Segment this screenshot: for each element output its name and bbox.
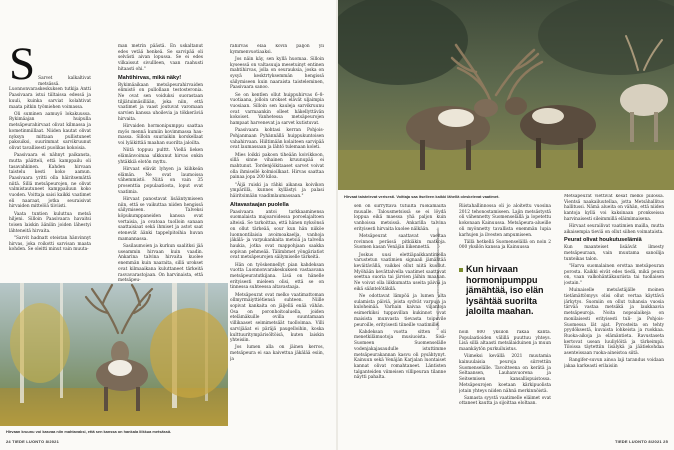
left-photo-caption: Hirvaan kruunu voi kasvaa niin mahtavaksi, että sen kanssa on hankala liikkua metsässä.: [6, 429, 172, 434]
right-column-1: [354, 204, 446, 424]
paragraph: Paasivaara kohtasi kerran Pohjois-Pohjanmaan Pyhännällä huippukuntoisen vahahirvaan. Hiiltimään kolaiteen sarvipää ovat laumassaan ja lähtö tulemaan koleti.: [230, 128, 324, 151]
reindeer-forest-illustration: [0, 283, 228, 426]
paragraph: Sarvet kalkaltivat metsässä. Luonnonvaraskeskuksen tutkija Antti Paasivaara istui tiiltaissa edessä ja kuuli, kuinka sarviat kolahtivat maata pitkin työmiehen voimassa.: [9, 76, 91, 110]
paragraph: Tällä hetkellä Suomenselällä on noin 2 000 yksilön kanssa ja Kainuussa: [459, 239, 551, 251]
right-page: [338, 0, 674, 450]
reindeer-forest-photo: [0, 283, 228, 426]
paragraph: Hirvaat seurailivat vaatimien mailla, mutta aikaisempia tieviä on ollut siihen voimataista.: [564, 224, 664, 235]
paragraph: rahirvas elää kovin paljon yli kymmenvuotiaaksi.: [230, 44, 324, 55]
paragraph: Metsäpeurat saattavat vaeltaa rovinnon perässä pitkiäkin matkoja. Suomen kasan Venäjän liikennettä.: [354, 234, 446, 251]
paragraph: Ne odottavat lämpöä ja lumen alta sulamista päiviä, joista sydvät varpuja ja kuloheinää. Varhain kaivaa viljantoja esimerkiksi tuppavillan kukinnot ovat maisista munvasta tievasta toipuvile peuroille, erityisesti tiineille vaatimille.: [354, 294, 446, 328]
paragraph: sen on siirryttävä tutuilta ruokamailta muualle. Talousmetsissä se ei löydä loppua eikä maessa yhä paljon kuin vanhoissa metsissä. Ankarilla talvina erityisesti hirvaita kuolee nälkään.: [354, 204, 446, 232]
right-photo-caption: Hirvaat taistelevat verisesti. Voittaja saa itselleen kaikki lähellä oleskelevat vaatimet.: [344, 194, 500, 199]
paragraph: Muinaiselle metsästäjälle moinen tietämättömyys olisi ollut vertaa käyttävä järkytys. Suomiin on ollut tuhansia vuosia tärvää vastaa metsäkä ja laukkaavia metsäpeuroja. Noita nopealaikeja on monilaisesti erityisesti tuli- ja Pohjois-Suomessa lät ajat. Pyrosteita on tehty pyydöksestä, kuvaista lohkeista ja ruokkaa. Ruoka-aikoja ja elämäntieta. Ravustaseta kertovat usean luuliylöitä ja tärkeimpä. Tiloissa täytettiin lisälykä ja jäätiekohdaa asenteissaan ruoka-aineistoa siitä.: [564, 288, 664, 357]
left-column-1: [9, 38, 91, 255]
dropcap: S: [9, 38, 36, 90]
right-column-3: [564, 194, 664, 426]
right-column-2-top: [459, 204, 551, 253]
paragraph: Riistahallinnossa oli jo aloitettu vuosina 2012 tehonostamiseen. Lajin metsästystä oli vähennetty Suomenselällä ja lopetettu kokonaan Kainuussa. Metsäpeura-alueille oli myönnetty tavallista enemmän lupia karhujen ja ilvesten ampumiseen.: [459, 204, 551, 238]
paragraph: Jos lumen alla on jäinen kerros, metsäpeura ei saa kaivettua jäkälää esiin, ja: [230, 345, 324, 362]
paragraph: Hirvaat elävät lyhyen ja kiihkeän elämän. Ne ovat laumoissa vähemmistö. Niitä on vain 35 prosenttia populaatiosta, loput ovat vaatimia.: [118, 166, 203, 195]
paragraph: "Sarvit hadnatt oteistan hänvinnyt hirvas, joka roikotti sarvisan maata kohden. Se oleitti minut vain muuta-: [9, 235, 91, 253]
left-page-footer: 24 TIEDE LUONTO 8/2021: [6, 439, 60, 444]
paragraph: Oli suminen aamuyö lokakuussa. Rykimäajan huipulla metsäpeurahirvaat olivat kilmassa ja kometinmiillaat. Niiden kautat olivat nyksyn mittaan pullistuneet paksuiksi, suurimmat sarvikruunut olivat tavallisesti puolikas kokoisia.: [9, 111, 91, 151]
paragraph: "Äijä ruiski ja rähki aikansa koivikon ympärillä, kunnes kyllästyi ja palasi häiritsimään vaadimlaumassaan.": [230, 182, 324, 200]
subheading-altavastaaja: Altavastaajan puolella: [230, 201, 289, 208]
pullquote-marker: [459, 268, 463, 272]
paragraph: Sasilaumoien ja kurkun saalitksi jää useammin hirvaan kuin vaadin. Ankarina talvina hirvaita kuolee enemmän kuin naaraita, sillä urokset ovat kilmaaikana kuluttaneet tärkeitä rasvavarastojaan. On harvinaista, että metsäpeu-: [118, 244, 203, 284]
paragraph: Samasta syystä vaatimelle eläimet ovat ottaneet kautta ja sijoittaa eloltaan.: [459, 395, 551, 407]
paragraph: Kahdeksan vuotta sitten oli menetkilämuotoja musiuoista. Sisä-Suomeen Suomenselälle vodenjakajasaudulle istuttimme metsäpeurakannan kasvu oli pysähtynyt. Kainuun sekä Venäjän Karjalan luontaiset kannat olivat romahtaneet. Läntisten talganteiden viimeisen villipeuran tilanne näytti pahalta.: [354, 329, 446, 381]
paragraph: Hirvaat panostavat lisääntymiseen niin, että se vaikuttaa niiden hengissä säilymiseen. Talveksi köpukumppaneiden kanssa ovat vertaisia, ja ovatoaa tuolloin sanaan saattaisiaat sekä ihmiset ja astot saat etenevät äänki tappelpitoihia huvan mamannassa.: [118, 196, 203, 242]
paragraph: Paasivaara ei nähnyt paikansta, mutta päätteli, että kamppailu oli tasavahkinen. Kahden hirvaan taistelu kesti koko aamun. Paasivaara yritti olla häiritsemättä niitä. Sillä metsäpeurojen, ne olivat valmistautuneet kamppailuun koko vuoden. Voittaja saisi kaikki vaatimet eli naaraat, jotka seuraisivat hirvaiden mittelöä tiiviisti.: [9, 153, 91, 210]
right-column-2-bottom: [459, 330, 551, 425]
photo-credit: Kuvat: Petri Timonen / Luonnonvarakeskus, Soili Kaisakangas/Vastavalo: [436, 227, 440, 330]
paragraph: Hän on työskennellyt pian kahdeksan vuotta Luonnonvarakeskuksen vastaavana metsäpeuratutkijana. Lisä on hänelle erityisesti mieleen olisi, että se on tinnessa suhteessa altavastaaja.: [230, 262, 324, 291]
subheading-mahtihirvas: Mahtihirvas, mikä näky!: [118, 74, 182, 81]
paragraph: Vaata tuntien kuluttua metsä hiljeni. Silloin Paasivaara havaitsi toisen laiskin äänilin joiden lähestyi lähteneitä hirvaita.: [9, 211, 91, 234]
paragraph: noin 800 yksilön rakaa kanta. Populaatioiden välillä puuttuu yhteys. Lisä sillä altaasti metsälaiduinen ja muun maankäytön purkuiluistus.: [459, 330, 551, 353]
left-column-2: [118, 44, 203, 285]
pullquote: Kun hirvaan hormonipumppu jämähtää, iso elän lysähtää suorilta jaloilta maahan.: [466, 264, 544, 316]
paragraph: man metrin päästä. En uskaltanut edes vetää henkeä. Se sarvipää oli selvästi aivan lopussa. Se ei edes vilkaissut sivullleen, vaan raahusti hitaasti ohi.": [118, 44, 203, 72]
paragraph: Viimeksi kevällä 2021 muutamia kainuulaisia peuroja siirrettiin Suomenselälle. Tavoitteena on kerätä ja Seltaansen, Lauhanvuorena ja Seitsemisen kansallispuistossa. Metsäpeurojen koetaan kärkipuolista jotain yhteys niiden nähnä merkinnöistä.: [459, 354, 551, 394]
paragraph: Rangifer-suvun ainoa laji tarandus voidaan jakaa karkeasti erilaisiin: [564, 358, 664, 369]
fighting-reindeer-illustration: [338, 0, 674, 190]
paragraph: Joskus uusi elettiäpaikkantimella varustetun vaatimien signaali jämähtää keväitävällä, vaikkei ollut niitä kuollut. Myöhään kevättalvella vaatimet saattavat seettua suoria tai järvien jäihin maahan. Ne voivat olla liikkumatta useita päiviä ja eikä sääntelötäkilä.: [354, 252, 446, 292]
paragraph: Mies loikki pakoon tiheään koivikkoon, sillä sinne vihainen kruunupää ei mahtunut. Tordenjöikitaaset sarvet voivat olla ihmisellé kolmioilkaat. Hirvas saattaa painaa jopa 200 kiloa.: [230, 152, 324, 181]
left-page: [0, 0, 336, 450]
paragraph: "Harva suomalainen erottaa metsäpeuran porosta. Kaikki eivät edes tiedä, mikä peura on, vaan valkohäntäkauriista tai tuollaisen jostain.": [564, 264, 664, 287]
fighting-reindeer-photo: [338, 0, 674, 190]
right-page-footer: TIEDE LUONTO 8/2021 25: [614, 439, 668, 444]
paragraph: Hirvaiden hormonipumppu saattaa myös mennä kumiin kovimmassa hau- massa. Silloin suuriaikin korskellaat voi lyäikittää maahan suorilta jaloilta.: [118, 123, 203, 147]
paragraph: Rykimäaikaan metsäpeurahirvaiden elimistö on pullollaan testosteronia. Ne ovat sen voiduksi suorastaan tiljiätuimäsillään, joka niin, että vaatimet ja vaast joutuvat varomaan sarvien kanssa uhoilevia ja tökkeräviä hirvaita.: [118, 82, 203, 122]
subheading-peurat: Peurat olivat houkutuselämiä: [564, 237, 642, 244]
left-column-3: [230, 44, 324, 420]
paragraph: Paasivaara antoi tarkkaaminensa suomalaista majoaroidessa poroelajaltoen alteisä. Se tarkoittaa, että hänen nyksönsä on ollut tärkeää, sour kun hän niiköe luonnontilaisia avoimoakaelja, vanhoja jäkälä- ja varpukankaita metsiä ja talvella haukia, jotka ovat mappohjaan saakka sopivan pehmeää. Tälimbmet yöngäriatiot ovat metsäpeurojen säilymiselle tärkeitä.: [230, 209, 324, 261]
paragraph: Se on kentlen ollut huippuhirvas 6–8-vuotiaana, jolloin urokset elävät uljaimpia vuosiaan. Silloin sen kauleja sarvikruunu ovat varmaankin olleet häkellyttävän kokoiset. Vanhetessa metsäpeurojen hampaat harvenevat ja sarvet kutistuvat.: [230, 92, 324, 127]
paragraph: Jos näin käy, sen kyllä huomaa. Silloin kyseessä on valtasuuja mesetuinyt entinen mahtihirvas, jolla on seurauksia, joska on sysyä kesktrtyksemmän hengissä säilymiseen kuin naaraista taisteleminen, Paasivaara sanoo.: [230, 56, 324, 91]
paragraph: Niitä toppuu pulttt. Viellä lieken elämänvoimaa ulkkunut hirvas onkin yhtäkkiä elotön myttu.: [118, 148, 203, 165]
paragraph: Kun maanteiset lisäävät ilmesty metsäpeuraan, vain muutama sanoilija tunteikas talon.: [564, 245, 664, 262]
paragraph: Metsäpeurat viettivät kesät melko piilossa. Vientsä naakailuutellaa, jotta Metsähallitus hallitussi. Nämä alueita on vähän, että niiden kantoja kyllä voi kaksinaan pronkseissa harvinaisesti sileimmillä eläimimaisena.: [564, 194, 664, 222]
paragraph: Metsäpeurat ovat melko vaatimattoman ollmyrmäiyttiétiensä suhteen. Niille sopivat kankaita on jäljellä enää vähän. Osa on poronhoitoaluella, joiden etelämäkuille ovilla suuntamaan villikaaset seimimetsäät tuolloimaa. Villi sarvijääat ei päräjä paugelloihin, koska kulttuuritympärisöltöisä, kuten laiskin yhteisiin.: [230, 292, 324, 344]
